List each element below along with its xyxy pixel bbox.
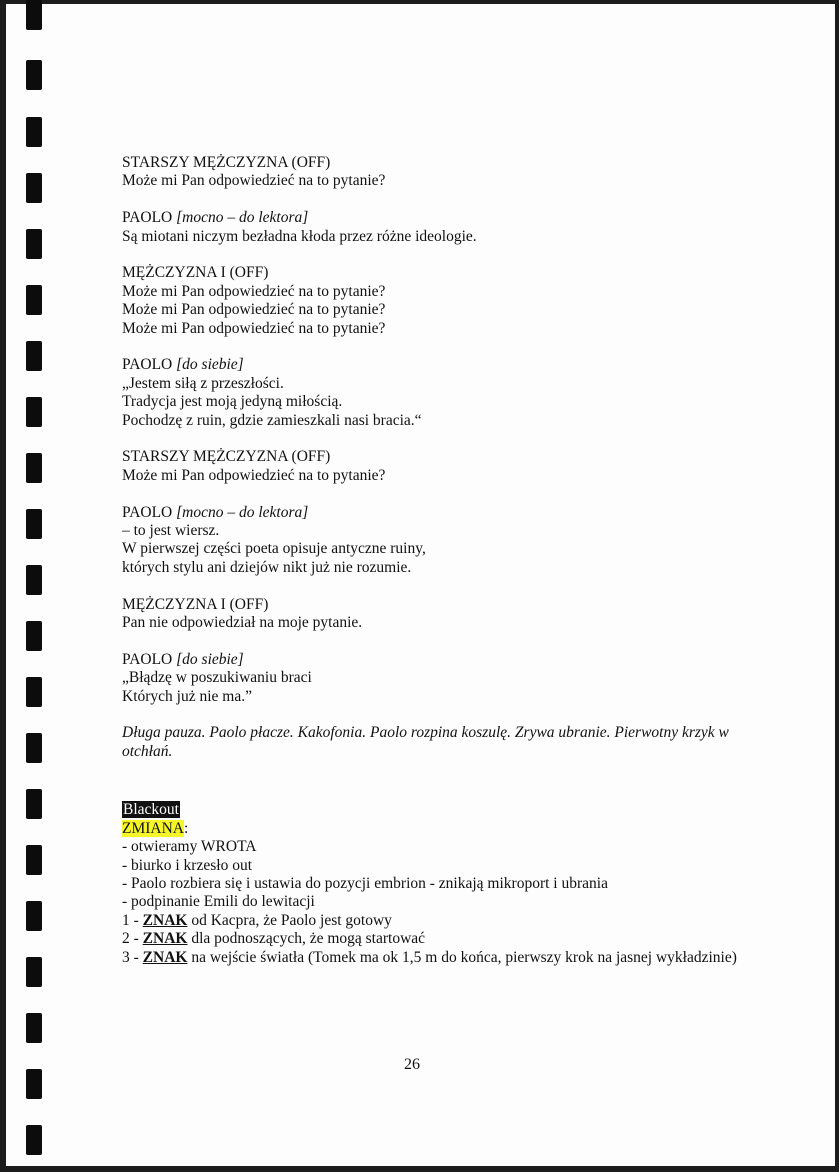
binding-hole xyxy=(26,229,42,259)
binding-hole xyxy=(26,1013,42,1043)
binding-hole xyxy=(26,341,42,371)
binding-hole xyxy=(26,1069,42,1099)
speaker: STARSZY MĘŻCZYZNA (OFF) xyxy=(122,154,331,171)
znak-item xyxy=(122,912,742,930)
binding-hole xyxy=(26,565,42,595)
blackout-line xyxy=(122,801,742,819)
binding-hole xyxy=(26,733,42,763)
znak-prefix: 2 - xyxy=(122,930,143,948)
speaker-line xyxy=(122,209,742,227)
binding-hole xyxy=(26,509,42,539)
znak-keyword: ZNAK xyxy=(142,911,188,929)
dialogue-line: Są miotani niczym bezładna kłoda przez różne ideologie. xyxy=(122,227,477,245)
dialogue-line: W pierwszej części poeta opisuje antyczne ruiny, xyxy=(122,540,426,558)
binding-holes xyxy=(26,0,42,1172)
script-page xyxy=(6,4,835,1166)
binding-hole xyxy=(26,677,42,707)
binding-hole xyxy=(26,901,42,931)
znak-keyword: ZNAK xyxy=(142,930,188,948)
stage-direction: Długa pauza. Paolo płacze. Kakofonia. Paolo rozpina koszulę. Zrywa ubranie. Pierwotny krzyk w otchłań. xyxy=(122,724,729,760)
dialogue-line: Których już nie ma.” xyxy=(122,687,252,705)
znak-text: dla podnoszących, że mogą startować xyxy=(187,930,426,948)
speaker-line xyxy=(122,356,742,374)
dialogue-block xyxy=(122,448,742,485)
dialogue-block xyxy=(122,209,742,246)
binding-hole xyxy=(26,621,42,651)
speaker: PAOLO xyxy=(122,209,173,227)
znak-keyword: ZNAK xyxy=(142,948,188,966)
speaker: STARSZY MĘŻCZYZNA (OFF) xyxy=(122,448,331,466)
dialogue-line: Może mi Pan odpowiedzieć na to pytanie? xyxy=(122,466,386,484)
speaker: PAOLO xyxy=(122,503,173,521)
dialogue-block xyxy=(122,651,742,706)
dialogue-line: Tradycja jest moją jedyną miłością. xyxy=(122,393,343,411)
zmiana-label: ZMIANA xyxy=(122,819,184,837)
page-number: 26 xyxy=(404,1056,420,1073)
binding-hole xyxy=(26,397,42,427)
stage-direction-inline: [do siebie] xyxy=(176,356,244,374)
note-item: - biurko i krzesło out xyxy=(122,856,253,874)
znak-prefix: 3 - xyxy=(122,948,143,966)
dialogue-line: Pochodzę z ruin, gdzie zamieszkali nasi bracia.“ xyxy=(122,411,422,429)
binding-hole xyxy=(26,117,42,147)
dialogue-line: Może mi Pan odpowiedzieć na to pytanie? xyxy=(122,319,386,337)
binding-hole xyxy=(26,453,42,483)
speaker: PAOLO xyxy=(122,650,173,668)
stage-direction-inline: [mocno – do lektora] xyxy=(176,209,309,227)
speaker: PAOLO xyxy=(122,356,173,374)
technical-notes xyxy=(122,801,742,967)
speaker-line xyxy=(122,264,742,282)
dialogue-line: „Jestem siłą z przeszłości. xyxy=(122,374,284,392)
znak-item xyxy=(122,949,742,967)
speaker-line xyxy=(122,504,742,522)
scan-border-bottom xyxy=(0,1166,839,1172)
note-item: - Paolo rozbiera się i ustawia do pozycji embrion - znikają mikroport i ubrania xyxy=(122,874,608,892)
binding-hole xyxy=(26,173,42,203)
speaker: MĘŻCZYZNA I (OFF) xyxy=(122,264,269,282)
znak-text: od Kacpra, że Paolo jest gotowy xyxy=(187,911,392,929)
speaker-line xyxy=(122,651,742,669)
zmiana-colon: : xyxy=(184,819,189,837)
speaker: MĘŻCZYZNA I (OFF) xyxy=(122,595,269,613)
speaker-line xyxy=(122,596,742,614)
binding-hole xyxy=(26,285,42,315)
blackout-label: Blackout xyxy=(123,801,179,819)
dialogue-line: Może mi Pan odpowiedzieć na to pytanie? xyxy=(122,301,386,319)
znak-prefix: 1 - xyxy=(122,911,143,929)
speaker-line xyxy=(122,448,742,466)
binding-hole xyxy=(26,60,42,90)
binding-hole xyxy=(26,1125,42,1155)
dialogue-block xyxy=(122,504,742,578)
page-content xyxy=(122,154,742,967)
dialogue-block xyxy=(122,356,742,430)
binding-hole xyxy=(26,0,42,30)
binding-hole xyxy=(26,957,42,987)
znak-text: na wejście światła (Tomek ma ok 1,5 m do końca, pierwszy krok na jasnej wykładzinie) xyxy=(187,948,737,966)
dialogue-block xyxy=(122,596,742,633)
dialogue-line: których stylu ani dziejów nikt już nie rozumie. xyxy=(122,558,412,576)
dialogue-line: Może mi Pan odpowiedzieć na to pytanie? xyxy=(122,282,386,300)
dialogue-line: „Błądzę w poszukiwaniu braci xyxy=(122,669,312,687)
dialogue-line: Może mi Pan odpowiedzieć na to pytanie? xyxy=(122,172,386,190)
stage-direction-inline: [mocno – do lektora] xyxy=(176,503,309,521)
binding-hole xyxy=(26,845,42,875)
dialogue-block xyxy=(122,154,742,191)
binding-hole xyxy=(26,789,42,819)
stage-direction-inline: [do siebie] xyxy=(176,650,244,668)
dialogue-line: – to jest wiersz. xyxy=(122,522,220,540)
znak-item xyxy=(122,930,742,948)
zmiana-line xyxy=(122,820,742,838)
dialogue-line: Pan nie odpowiedział na moje pytanie. xyxy=(122,614,363,632)
note-item: - podpinanie Emili do lewitacji xyxy=(122,893,315,911)
note-item: - otwieramy WROTA xyxy=(122,838,257,856)
dialogue-block xyxy=(122,264,742,338)
speaker-line xyxy=(122,154,742,172)
scan-border-right xyxy=(835,0,839,1172)
